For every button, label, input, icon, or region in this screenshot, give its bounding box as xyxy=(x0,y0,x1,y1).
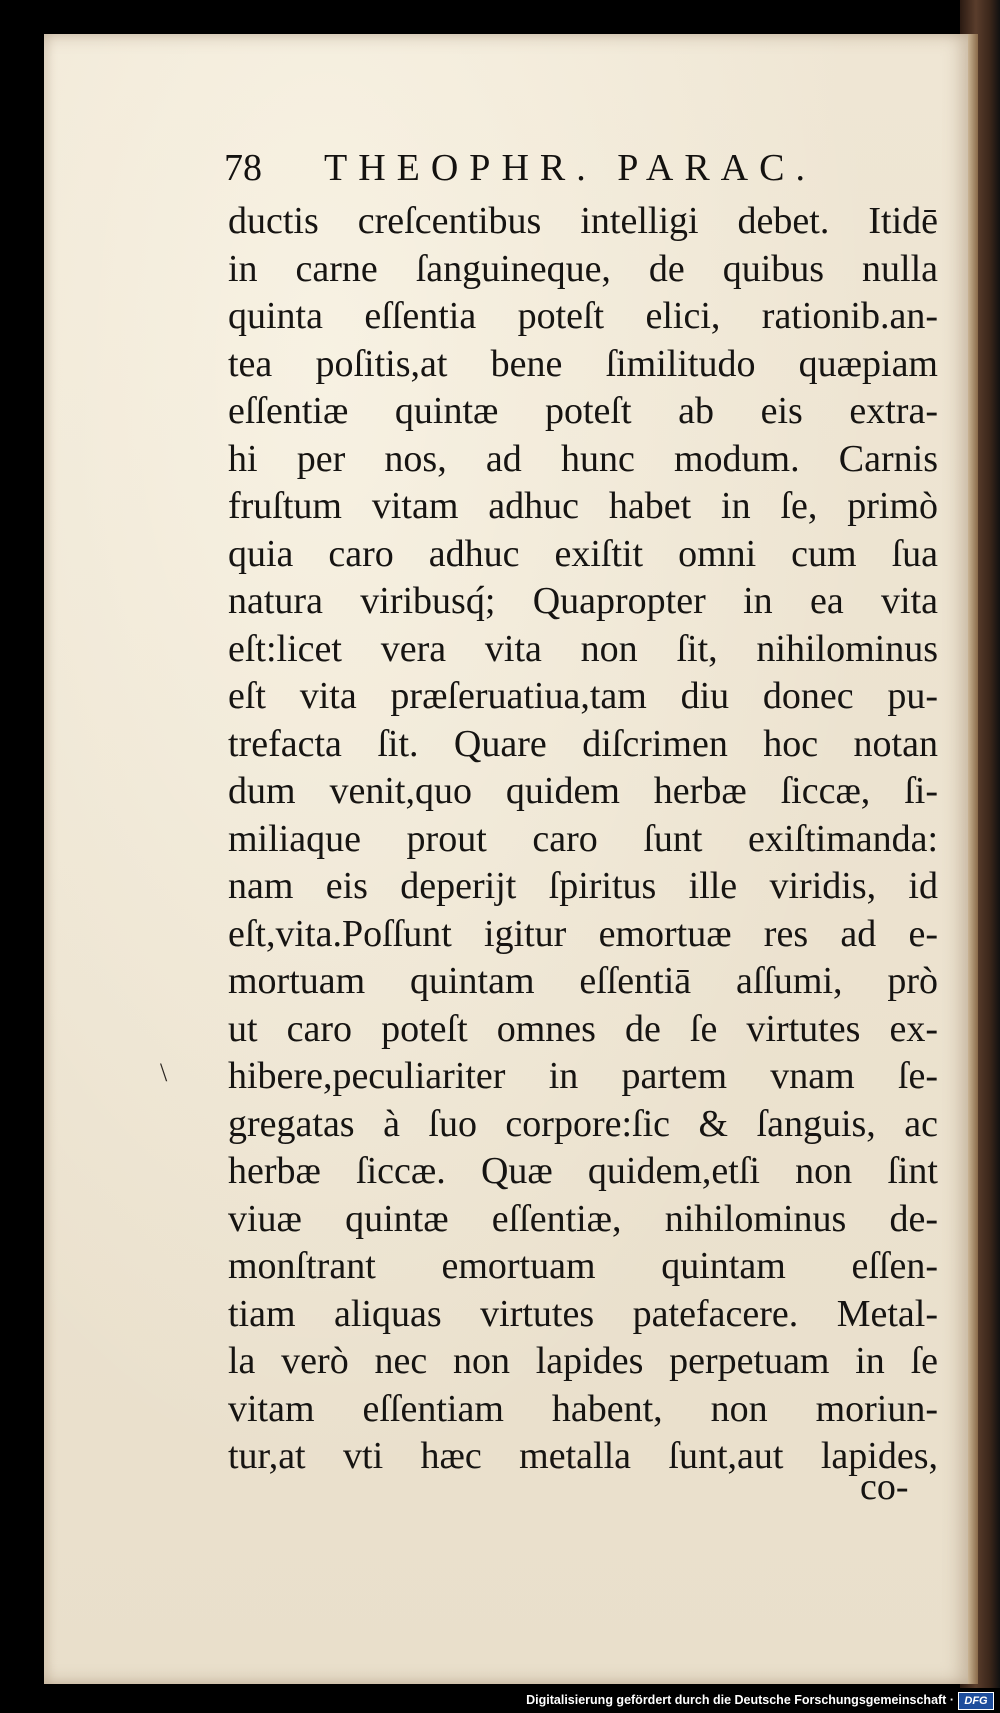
text-line: monſtrant emortuam quintam eſſen- xyxy=(228,1245,938,1287)
text-line: natura viribusq́; Quapropter in ea vita xyxy=(228,580,938,622)
text-line: trefacta ſit. Quare diſcrimen hoc notan xyxy=(228,722,938,765)
marginal-mark: \ xyxy=(160,1058,168,1087)
text-line: herbæ ſiccæ. Quæ quidem,etſi non ſint xyxy=(228,1150,938,1192)
text-line: eſt vita præſeruatiua,tam diu donec pu- xyxy=(228,675,938,717)
text-line: vitam eſſentiam habent, non moriun- xyxy=(228,1387,938,1430)
running-head: THEOPHR. PARAC. xyxy=(324,147,816,189)
text-line: dum venit,quo quidem herbæ ſiccæ, ſi- xyxy=(228,770,938,812)
text-line: eſt,vita.Poſſunt igitur emortuæ res ad e- xyxy=(228,912,938,955)
page-number: 78 xyxy=(224,147,262,189)
text-line: gregatas à ſuo corpore:ſic & ſanguis, ac xyxy=(228,1102,938,1145)
text-line: quinta eſſentia poteſt elici, rationib.an- xyxy=(228,295,938,337)
text-line: ductis creſcentibus intelligi debet. Itidē xyxy=(228,200,938,242)
text-line: nam eis deperijt ſpiritus ille viridis, id xyxy=(228,865,938,907)
dfg-logo: DFG xyxy=(958,1692,994,1710)
text-line: quia caro adhuc exiſtit omni cum ſua xyxy=(228,532,938,575)
text-line: la verò nec non lapides perpetuam in ſe xyxy=(228,1340,938,1382)
text-line: tur,at vti hæc metalla ſunt,aut lapides, xyxy=(228,1435,938,1477)
footer-credit: Digitalisierung gefördert durch die Deutsche Forschungsgemeinschaft · xyxy=(526,1693,954,1707)
text-line: eſt:licet vera vita non ſit, nihilominus xyxy=(228,627,938,670)
text-line: tiam aliquas virtutes patefacere. Metal- xyxy=(228,1292,938,1335)
text-line: ut caro poteſt omnes de ſe virtutes ex- xyxy=(228,1007,938,1050)
body-text xyxy=(228,198,938,1481)
text-line: in carne ſanguineque, de quibus nulla xyxy=(228,247,938,290)
text-line: tea poſitis,at bene ſimilitudo quæpiam xyxy=(228,342,938,385)
text-line: fruſtum vitam adhuc habet in ſe, primò xyxy=(228,485,938,527)
text-line: hibere,peculiariter in partem vnam ſe- xyxy=(228,1055,938,1097)
text-line: viuæ quintæ eſſentiæ, nihilominus de- xyxy=(228,1197,938,1240)
text-line: miliaque prout caro ſunt exiſtimanda: xyxy=(228,817,938,860)
text-line: mortuam quintam eſſentiā aſſumi, prò xyxy=(228,960,938,1002)
page-header xyxy=(224,140,944,196)
catchword: co- xyxy=(860,1466,909,1508)
page-edge xyxy=(968,34,978,1684)
text-line: hi per nos, ad hunc modum. Carnis xyxy=(228,437,938,480)
text-line: eſſentiæ quintæ poteſt ab eis extra- xyxy=(228,390,938,432)
